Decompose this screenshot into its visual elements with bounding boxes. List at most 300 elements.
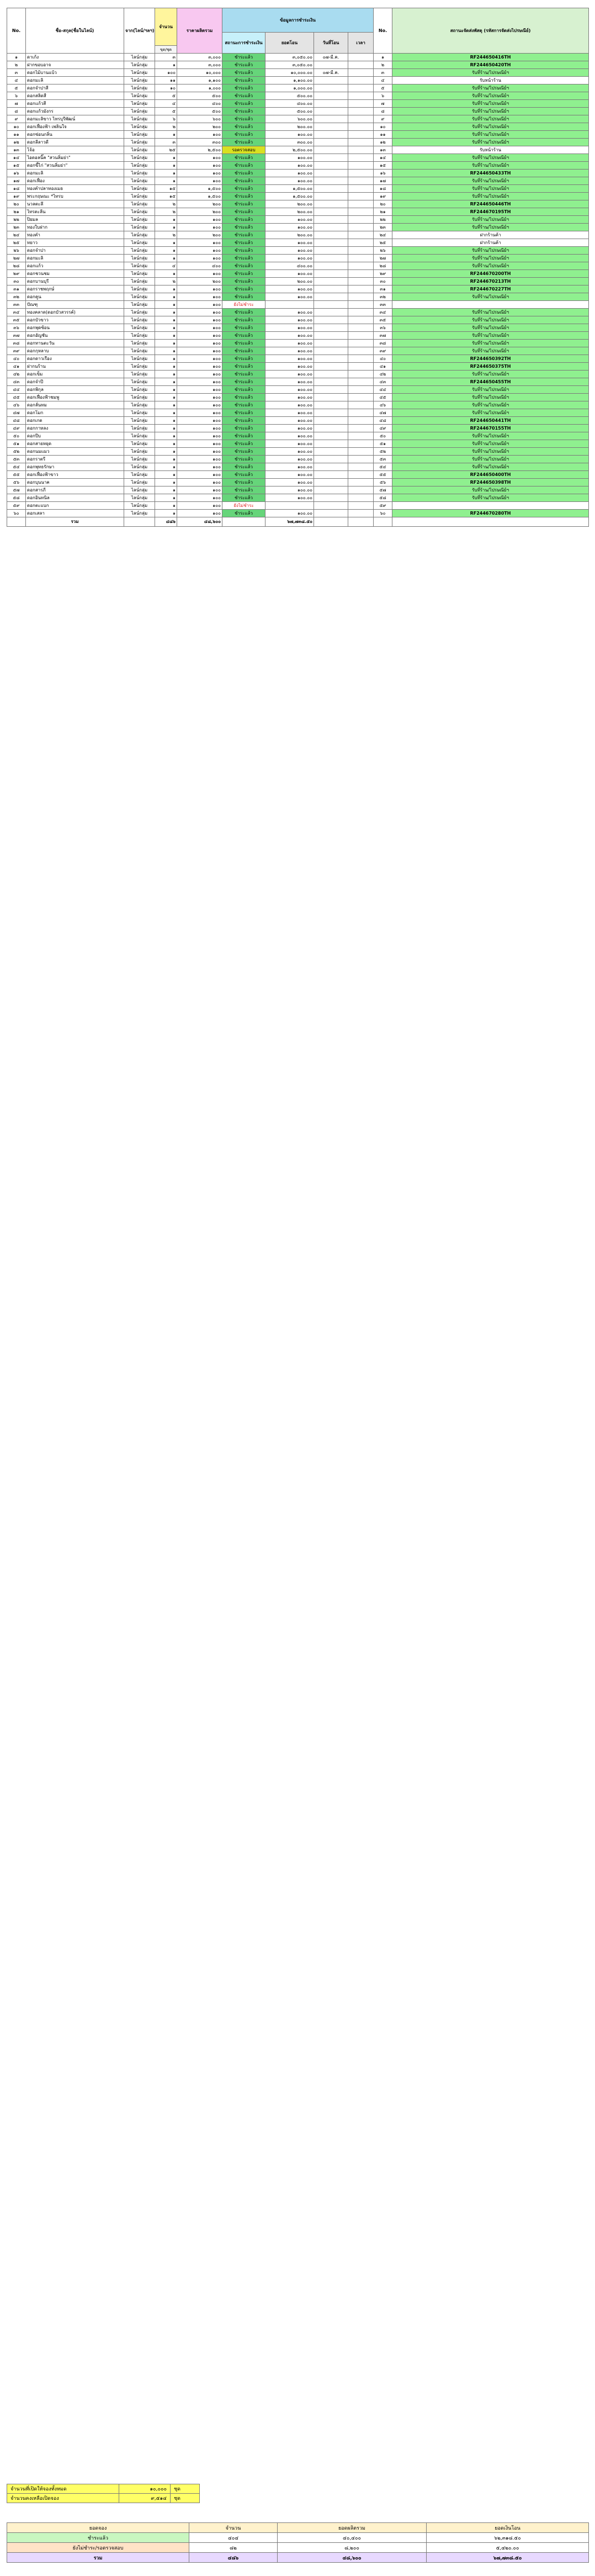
row-date-cell [314,378,348,386]
col-name-header: ชื่อ-สกุล(ชื่อในไลน์) [26,8,124,54]
row-price-cell: ๑๐๐ [177,371,222,378]
row-no2-cell: ๔๑ [374,363,392,371]
row-name-cell: ปิยมล [26,216,124,224]
row-no2-cell: ๓๑ [374,285,392,293]
table-row [7,471,589,479]
row-price-cell: ๓,๐๐๐ [177,54,222,61]
row-time-cell [348,262,374,270]
row-status-cell: ชำระแล้ว [222,200,265,208]
table-row [7,84,589,92]
summary-total-price: ๔๘,๖๐๐ [278,2553,427,2563]
row-qty-cell: ๑ [155,255,177,262]
row-qty-cell: ๑ [155,162,177,170]
row-status-cell: ชำระแล้ว [222,69,265,77]
table-row [7,170,589,177]
row-date-cell [314,100,348,108]
row-date-cell: ๐๗-มี.ค. [314,54,348,61]
row-time-cell [348,502,374,510]
row-price-cell: ๒๐๐ [177,208,222,216]
row-name-cell: ดอกปีบ [26,432,124,440]
row-time-cell [348,340,374,347]
row-price-cell: ๔๐๐ [177,100,222,108]
table-row [7,340,589,347]
row-no2-cell: ๗ [374,100,392,108]
row-remark-cell: รับที่ร้าน/ไปรษณีย์ฯ [392,293,589,301]
row-price-cell: ๑๐๐ [177,378,222,386]
row-time-cell [348,255,374,262]
row-no-cell: ๑ [7,54,26,61]
table-row [7,154,589,162]
row-name-cell: ดอกจำปา [26,247,124,255]
row-time-cell [348,278,374,285]
row-status-cell: ชำระแล้ว [222,486,265,494]
row-date-cell [314,255,348,262]
row-amount-cell: ๑๐๐.๐๐ [265,471,314,479]
row-time-cell [348,247,374,255]
row-no-cell: ๒๓ [7,224,26,231]
row-amount-cell: ๑๐๐.๐๐ [265,309,314,316]
row-date-cell [314,332,348,340]
row-amount-cell: ๑๐๐.๐๐ [265,347,314,355]
table-row [7,463,589,471]
row-price-cell: ๑๐๐ [177,355,222,363]
row-status-cell: ชำระแล้ว [222,332,265,340]
table-row [7,231,589,239]
row-amount-cell: ๖๐๐.๐๐ [265,115,314,123]
row-qty-cell: ๑ [155,309,177,316]
summary-remaining-value: ๙,๕๑๔ [119,2494,171,2503]
row-qty-cell: ๑ [155,440,177,448]
row-status-cell: ชำระแล้ว [222,494,265,502]
row-price-cell: ๑,๕๐๐ [177,193,222,200]
row-source-cell: ไลน์กลุ่ม [124,309,155,316]
row-name-cell: ดอกกุหลาบ [26,347,124,355]
row-remark-cell: รับที่ร้าน/ไปรษณีย์ฯ [392,154,589,162]
row-no-cell: ๒๔ [7,231,26,239]
row-source-cell: ไลน์กลุ่ม [124,131,155,139]
table-row [7,448,589,456]
row-remark-cell: รับที่ร้าน/ไปรษณีย์ฯ [392,347,589,355]
row-no-cell: ๕๐ [7,432,26,440]
row-date-cell [314,231,348,239]
row-source-cell: ไลน์กลุ่ม [124,170,155,177]
row-amount-cell: ๑๐๐.๐๐ [265,448,314,456]
payment-group-header: ข้อมูลการชำระเงิน [222,8,374,33]
row-no2-cell: ๕๗ [374,486,392,494]
table-row [7,77,589,84]
row-time-cell [348,270,374,278]
row-price-cell: ๕๐๐ [177,92,222,100]
row-name-cell: ดอกอินทนิล [26,494,124,502]
row-source-cell: ไลน์กลุ่ม [124,162,155,170]
row-name-cell: ดอกแก้วสี [26,100,124,108]
table-row [7,355,589,363]
row-name-cell: ทยาว [26,239,124,247]
row-time-cell [348,216,374,224]
row-no-cell: ๒๒ [7,216,26,224]
row-qty-cell: ๑ [155,386,177,394]
row-no2-cell: ๔๐ [374,355,392,363]
col-remark-header: สถานะจัดส่งพัสดุ (รหัสการจัดส่งไปรษณีย์) [392,8,589,54]
row-name-cell: ดอกเฟื่องฟ้า เพลินใจ [26,123,124,131]
row-price-cell: ๑๐,๐๐๐ [177,69,222,77]
summary-paid-price: ๔๐,๔๐๐ [278,2533,427,2543]
row-amount-cell [265,301,314,309]
row-no2-cell: ๓๐ [374,278,392,285]
row-no-cell: ๒๑ [7,208,26,216]
row-qty-cell: ๑ [155,154,177,162]
row-date-cell [314,154,348,162]
row-status-cell: ชำระแล้ว [222,371,265,378]
row-name-cell: โจ้อ [26,146,124,154]
row-qty-cell: ๑ [155,448,177,456]
row-time-cell [348,100,374,108]
row-no2-cell: ๒๐ [374,200,392,208]
row-no2-cell: ๓๖ [374,324,392,332]
summary-unpaid-label: ยังไม่ชำระ/รอตรวจสอบ [7,2543,189,2553]
row-time-cell [348,84,374,92]
row-time-cell [348,301,374,309]
row-time-cell [348,347,374,355]
row-date-cell [314,239,348,247]
row-amount-cell: ๔๐๐.๐๐ [265,100,314,108]
row-remark-cell: RF244650416TH [392,54,589,61]
row-no2-cell: ๓๕ [374,316,392,324]
row-status-cell: ชำระแล้ว [222,170,265,177]
row-name-cell: ทองคลาด(ดอกบัวสวรรค์) [26,309,124,316]
table-row [7,247,589,255]
row-no2-cell: ๙ [374,115,392,123]
row-source-cell: ไลน์กลุ่ม [124,208,155,216]
row-time-cell [348,456,374,463]
row-amount-cell: ๑๐๐.๐๐ [265,332,314,340]
row-no2-cell: ๔ [374,77,392,84]
summary-total-label: รวม [7,2553,189,2563]
row-date-cell [314,270,348,278]
row-amount-cell: ๑๐๐.๐๐ [265,324,314,332]
table-row [7,285,589,293]
row-price-cell: ๑๐๐ [177,456,222,463]
row-time-cell [348,162,374,170]
row-status-cell: ชำระแล้ว [222,185,265,193]
row-source-cell: ไลน์กลุ่ม [124,193,155,200]
row-date-cell [314,293,348,301]
row-remark-cell: รับที่ร้าน/ไปรษณีย์ฯ [392,224,589,231]
row-no2-cell: ๖ [374,92,392,100]
row-time-cell [348,208,374,216]
row-status-cell: ชำระแล้ว [222,224,265,231]
row-status-cell: ชำระแล้ว [222,463,265,471]
row-name-cell: ทองคำปลาทองเมธ [26,185,124,193]
row-date-cell: ๐๗-มี.ค. [314,69,348,77]
row-status-cell: ชำระแล้ว [222,510,265,517]
row-remark-cell: รับที่ร้าน/ไปรษณีย์ฯ [392,247,589,255]
row-name-cell: ดอกแก้ว [26,262,124,270]
summary-open-value: ๑๐,๐๐๐ [119,2484,171,2494]
row-date-cell [314,456,348,463]
row-no-cell: ๑๕ [7,162,26,170]
row-price-cell: ๒,๕๐๐ [177,146,222,154]
row-remark-cell: ฝากร้านค้า [392,231,589,239]
row-time-cell [348,108,374,115]
col-price-header: ราคาผลิตรวม [177,8,222,54]
row-source-cell: ไลน์กลุ่ม [124,185,155,193]
row-no2-cell: ๔๖ [374,401,392,409]
row-remark-cell: RF244650441TH [392,417,589,425]
row-status-cell: ชำระแล้ว [222,409,265,417]
table-row [7,177,589,185]
row-remark-cell: รับที่ร้าน/ไปรษณีย์ฯ [392,440,589,448]
col-qty-header: จำนวน [155,8,177,46]
row-remark-cell: รับที่ร้าน/ไปรษณีย์ฯ [392,139,589,146]
row-price-cell: ๑๐๐ [177,332,222,340]
table-row [7,69,589,77]
row-price-cell: ๑๐๐ [177,154,222,162]
row-remark-cell: รับที่ร้าน/ไปรษณีย์ฯ [392,100,589,108]
row-remark-cell: RF244670280TH [392,510,589,517]
row-amount-cell: ๑๐๐.๐๐ [265,371,314,378]
row-source-cell: ไลน์กลุ่ม [124,108,155,115]
row-status-cell: ชำระแล้ว [222,417,265,425]
row-name-cell: ดอกมะลิขาว ไทรบุรีพัฒน์ [26,115,124,123]
table-row [7,162,589,170]
row-no2-cell: ๒๖ [374,247,392,255]
row-remark-cell: RF244670200TH [392,270,589,278]
row-price-cell: ๒๐๐ [177,231,222,239]
row-no2-cell: ๖๐ [374,510,392,517]
row-no-cell: ๑๘ [7,185,26,193]
table-row [7,92,589,100]
row-status-cell: ชำระแล้ว [222,448,265,456]
row-time-cell [348,363,374,371]
row-price-cell: ๑๐๐ [177,494,222,502]
row-no2-cell: ๔๔ [374,386,392,394]
row-name-cell: ดอกสายหยุด [26,440,124,448]
row-time-cell [348,510,374,517]
row-status-cell: ชำระแล้ว [222,231,265,239]
row-no2-cell: ๕๕ [374,471,392,479]
row-remark-cell [392,301,589,309]
row-no2-cell: ๒๗ [374,255,392,262]
table-row [7,316,589,324]
summary-head-transfer: ยอดเงินโอน [427,2523,589,2533]
table-row [7,239,589,247]
row-remark-cell: RF244670213TH [392,278,589,285]
row-time-cell [348,386,374,394]
row-no2-cell: ๑๔ [374,154,392,162]
row-status-cell: ชำระแล้ว [222,84,265,92]
row-no-cell: ๑๖ [7,170,26,177]
row-amount-cell: ๑๐๐.๐๐ [265,463,314,471]
row-name-cell: พระกฤษณะ *ไทรบ [26,193,124,200]
col-qty-unit: ขุด/ชุด [155,46,177,54]
row-remark-cell: รับหน้าร้าน [392,146,589,154]
row-price-cell: ๑๐๐ [177,255,222,262]
row-name-cell: ดอกซ่อนกลิ่น [26,131,124,139]
row-remark-cell: RF244670195TH [392,208,589,216]
row-no-cell: ๓๙ [7,347,26,355]
row-status-cell: รอตรวจสอบ [222,146,265,154]
row-source-cell: ไลน์กลุ่ม [124,425,155,432]
row-date-cell [314,324,348,332]
row-amount-cell: ๑๐๐.๐๐ [265,170,314,177]
row-name-cell: ฝากขอบอาจ [26,61,124,69]
row-amount-cell: ๑๐,๐๐๐.๐๐ [265,69,314,77]
row-price-cell: ๑๐๐ [177,409,222,417]
row-remark-cell: รับที่ร้าน/ไปรษณีย์ฯ [392,108,589,115]
row-no-cell: ๕๓ [7,456,26,463]
row-qty-cell: ๑ [155,494,177,502]
row-amount-cell: ๑๐๐.๐๐ [265,394,314,401]
row-date-cell [314,208,348,216]
row-price-cell: ๑๐๐ [177,417,222,425]
row-time-cell [348,54,374,61]
row-no2-cell: ๕๖ [374,479,392,486]
row-status-cell: ชำระแล้ว [222,386,265,394]
row-date-cell [314,123,348,131]
row-date-cell [314,278,348,285]
row-status-cell: ชำระแล้ว [222,108,265,115]
row-qty-cell: ๑ [155,479,177,486]
row-remark-cell: รับที่ร้าน/ไปรษณีย์ฯ [392,432,589,440]
row-source-cell: ไลน์กลุ่ม [124,463,155,471]
row-status-cell: ชำระแล้ว [222,239,265,247]
row-status-cell: ชำระแล้ว [222,324,265,332]
row-source-cell: ไลน์กลุ่ม [124,448,155,456]
row-source-cell: ไลน์กลุ่ม [124,371,155,378]
row-status-cell: ชำระแล้ว [222,77,265,84]
row-no2-cell: ๕๑ [374,440,392,448]
row-amount-cell: ๒,๕๐๐.๐๐ [265,146,314,154]
row-remark-cell: RF244670155TH [392,425,589,432]
row-no2-cell: ๒ [374,61,392,69]
table-row [7,100,589,108]
row-amount-cell: ๑,๐๐๐.๐๐ [265,84,314,92]
row-no-cell: ๓๘ [7,340,26,347]
row-remark-cell: รับที่ร้าน/ไปรษณีย์ฯ [392,456,589,463]
row-no-cell: ๒๐ [7,200,26,208]
summary-paid-amount: ๖๒,๓๑๘.๕๐ [427,2533,589,2543]
row-time-cell [348,193,374,200]
row-status-cell: ชำระแล้ว [222,61,265,69]
row-name-cell: ทองคำ [26,231,124,239]
row-status-cell: ชำระแล้ว [222,123,265,131]
row-price-cell: ๑๐๐ [177,502,222,510]
summary-total-qty: ๔๘๖ [189,2553,278,2563]
row-time-cell [348,316,374,324]
row-qty-cell: ๑ [155,409,177,417]
row-status-cell: ชำระแล้ว [222,285,265,293]
row-source-cell: ไลน์กลุ่ม [124,216,155,224]
row-status-cell: ชำระแล้ว [222,479,265,486]
total-qty: ๔๘๖ [155,517,177,527]
row-date-cell [314,340,348,347]
row-price-cell: ๑๐๐ [177,247,222,255]
row-qty-cell: ๕ [155,92,177,100]
row-price-cell: ๑๐๐ [177,285,222,293]
row-time-cell [348,224,374,231]
row-name-cell: ดอกมะลิ [26,255,124,262]
row-no2-cell: ๕๔ [374,463,392,471]
orders-table [7,8,589,527]
row-price-cell: ๑๐๐ [177,224,222,231]
row-qty-cell: ๒ [155,208,177,216]
table-row [7,510,589,517]
row-name-cell: ดอกชวนชม [26,270,124,278]
row-amount-cell: ๓,๐๕๐.๐๐ [265,54,314,61]
row-status-cell: ชำระแล้ว [222,92,265,100]
row-name-cell: ดอกจำปี [26,378,124,386]
row-time-cell [348,486,374,494]
row-date-cell [314,139,348,146]
row-remark-cell: RF244650455TH [392,378,589,386]
row-no2-cell: ๓ [374,69,392,77]
row-amount-cell [265,502,314,510]
row-qty-cell: ๑ [155,316,177,324]
row-name-cell: ดอกบัวขาว [26,316,124,324]
row-remark-cell: รับหน้าร้าน [392,77,589,84]
row-source-cell: ไลน์กลุ่ม [124,355,155,363]
row-source-cell: ไลน์กลุ่ม [124,417,155,425]
row-date-cell [314,285,348,293]
table-row [7,494,589,502]
row-time-cell [348,394,374,401]
row-amount-cell: ๕๐๐.๐๐ [265,108,314,115]
table-row [7,301,589,309]
row-qty-cell: ๑ [155,347,177,355]
table-row [7,432,589,440]
row-price-cell: ๑๐๐ [177,463,222,471]
row-no-cell: ๓๕ [7,316,26,324]
row-no2-cell: ๕๘ [374,494,392,502]
row-time-cell [348,146,374,154]
row-price-cell: ๑๐๐ [177,301,222,309]
row-qty-cell: ๑ [155,486,177,494]
row-name-cell: ดอกแก้วมังกร [26,108,124,115]
row-source-cell: ไลน์กลุ่ม [124,224,155,231]
table-row [7,309,589,316]
row-time-cell [348,494,374,502]
table-row [7,262,589,270]
row-no2-cell: ๓๓ [374,301,392,309]
row-source-cell: ไลน์กลุ่ม [124,123,155,131]
row-name-cell: ดอกสารภี [26,486,124,494]
row-qty-cell: ๑ [155,510,177,517]
row-remark-cell: รับที่ร้าน/ไปรษณีย์ฯ [392,448,589,456]
row-no-cell: ๖๐ [7,510,26,517]
row-source-cell: ไลน์กลุ่ม [124,146,155,154]
row-source-cell: ไลน์กลุ่ม [124,378,155,386]
row-date-cell [314,417,348,425]
row-remark-cell: รับที่ร้าน/ไปรษณีย์ฯ [392,185,589,193]
row-remark-cell: รับที่ร้าน/ไปรษณีย์ฯ [392,316,589,324]
row-remark-cell: รับที่ร้าน/ไปรษณีย์ฯ [392,340,589,347]
row-qty-cell: ๑ [155,270,177,278]
row-remark-cell: รับที่ร้าน/ไปรษณีย์ฯ [392,193,589,200]
row-time-cell [348,401,374,409]
total-price: ๔๘,๖๐๐ [177,517,222,527]
row-amount-cell: ๑๐๐.๐๐ [265,401,314,409]
row-status-cell: ชำระแล้ว [222,247,265,255]
row-price-cell: ๑๐๐ [177,131,222,139]
row-status-cell: ชำระแล้ว [222,309,265,316]
row-source-cell: ไลน์กลุ่ม [124,200,155,208]
row-amount-cell: ๔๐๐.๐๐ [265,262,314,270]
row-no2-cell: ๓๗ [374,332,392,340]
row-status-cell: ชำระแล้ว [222,54,265,61]
row-name-cell: ดอกบุนนาค [26,479,124,486]
row-price-cell: ๓๐๐ [177,139,222,146]
